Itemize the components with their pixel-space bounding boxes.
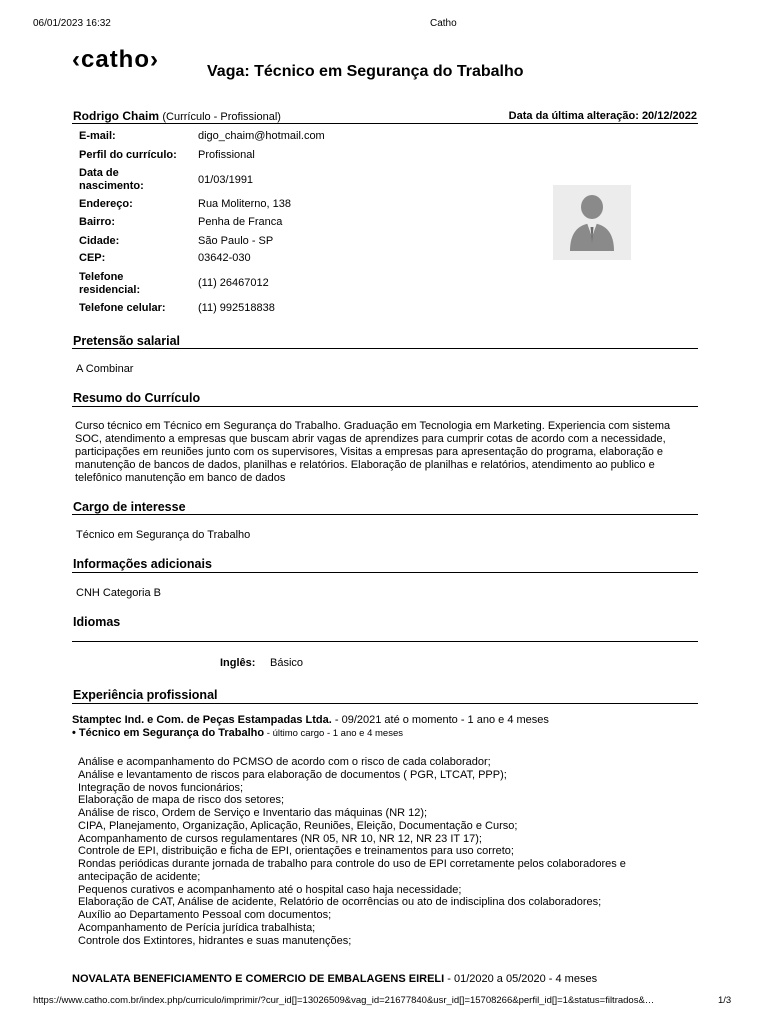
role-title: • Técnico em Segurança do Trabalho: [72, 727, 265, 739]
additional-value: CNH Categoria B: [76, 587, 161, 599]
catho-logo: ‹catho›: [72, 46, 159, 73]
birthdate-value: 01/03/1991: [198, 174, 254, 186]
duty-item: Análise e levantamento de riscos para elaboração de documentos ( PGR, LTCAT, PPP);: [78, 768, 507, 781]
divider: [72, 123, 698, 124]
info-label: Bairro:: [79, 216, 116, 228]
city-value: São Paulo - SP: [198, 235, 274, 247]
section-title-languages: Idiomas: [73, 615, 121, 629]
info-label: E-mail:: [79, 130, 116, 142]
info-label: Perfil do currículo:: [79, 149, 177, 161]
duty-item: CIPA, Planejamento, Organização, Aplicação, Reuniões, Eleição, Documentação e Curso;: [78, 819, 518, 832]
info-label: Endereço:: [79, 198, 133, 210]
section-title-interest: Cargo de interesse: [73, 500, 186, 514]
section-title-summary: Resumo do Currículo: [73, 391, 201, 405]
divider: [72, 406, 698, 407]
duty-item: Análise e acompanhamento do PCMSO de acordo com o risco de cada colaborador;: [78, 756, 491, 768]
candidate-name-line: [73, 109, 281, 123]
experience-role-line: [72, 727, 403, 739]
duty-item: Acompanhamento de cursos regulamentares (NR 05, NR 10, NR 12, NR 23 IT 17);: [78, 832, 482, 845]
divider: [72, 641, 698, 642]
divider: [72, 572, 698, 573]
duty-item: Auxílio ao Departamento Pessoal com documentos;: [78, 909, 332, 921]
print-url: https://www.catho.com.br/index.php/curriculo/imprimir/?cur_id[]=13026509&vag_id=21677840&usr_id[]=15708266&perfil_id[]=1&status=filtrados&…: [33, 995, 655, 1006]
experience-company-line: [72, 714, 549, 726]
info-label: Telefone celular:: [79, 302, 166, 314]
last-change-date: Data da última alteração: 20/12/2022: [508, 110, 697, 122]
duty-item: Acompanhamento de Perícia jurídica trabalhista;: [78, 921, 316, 934]
company-name: Stamptec Ind. e Com. de Peças Estampadas Ltda.: [72, 714, 332, 726]
role-note: - último cargo - 1 ano e 4 meses: [264, 728, 403, 739]
profile-value: Profissional: [198, 149, 255, 161]
mobile-phone-value: (11) 992518838: [198, 302, 275, 314]
job-period: - 01/2020 a 05/2020 - 4 meses: [444, 973, 598, 985]
person-silhouette-icon: [553, 185, 631, 260]
section-title-experience: Experiência profissional: [73, 688, 218, 702]
address-value: Rua Moliterno, 138: [198, 198, 291, 210]
divider: [72, 514, 698, 515]
section-title-salary: Pretensão salarial: [73, 334, 181, 348]
duty-item: Análise de risco, Ordem de Serviço e Inventario das máquinas (NR 12);: [78, 807, 428, 819]
home-phone-value: (11) 26467012: [198, 277, 269, 289]
duty-item: Elaboração de mapa de risco dos setores;: [78, 794, 285, 807]
salary-value: A Combinar: [76, 363, 134, 375]
section-title-additional: Informações adicionais: [73, 557, 212, 571]
email-value: digo_chaim@hotmail.com: [198, 130, 325, 142]
duty-item: Controle dos Extintores, hidrantes e suas manutenções;: [78, 934, 352, 947]
info-label: Cidade:: [79, 235, 120, 247]
summary-text: Curso técnico em Técnico em Segurança do Trabalho. Graduação em Tecnologia em Marketing. Experiencia com sistema SOC, atendimento a empresas que buscam abrir vagas de aprendizes para cumprir cotas de acordo com a necessidade, participações em reuniões junto com os supervisores, Visitas a empresas para apresentação do programa, elaboração e manutenção de bancos de dados, planilhas e relatórios. Elaboração de planilhas e relatórios, atendimento ao publico e telefônico manutenção em banco de dados: [75, 420, 671, 484]
job-period: - 09/2021 até o momento - 1 ano e 4 meses: [331, 714, 549, 726]
duty-item: antecipação de acidente;: [78, 870, 201, 883]
info-label: Telefone residencial:: [79, 271, 141, 296]
language-level: Básico: [270, 657, 304, 669]
neighborhood-value: Penha de Franca: [198, 216, 283, 228]
print-page-title: Catho: [430, 18, 457, 29]
duty-item: Controle de EPI, distribuição e ficha de EPI, orientações e treinamentos para uso correto;: [78, 845, 514, 858]
divider: [72, 348, 698, 349]
duty-item: Integração de novos funcionários;: [78, 781, 244, 794]
zip-value: 03642-030: [198, 252, 251, 264]
duty-item: Rondas periódicas durante jornada de trabalho para controle do uso de EPI corretamente pelos colaboradores e: [78, 858, 626, 870]
print-date: 06/01/2023 16:32: [33, 18, 111, 29]
company-name: NOVALATA BENEFICIAMENTO E COMERCIO DE EMBALAGENS EIRELI: [72, 973, 445, 985]
language-name: Inglês:: [220, 657, 256, 669]
duty-item: Elaboração de CAT, Análise de acidente, Relatório de ocorrências ou ato de indisciplina dos colaboradores;: [78, 896, 602, 909]
info-label: CEP:: [79, 252, 106, 264]
candidate-profile-note: (Currículo - Profissional): [162, 111, 281, 123]
interest-value: Técnico em Segurança do Trabalho: [76, 529, 251, 541]
candidate-name: Rodrigo Chaim: [73, 109, 159, 123]
duties-list: [78, 756, 698, 947]
print-page-number: 1/3: [718, 995, 732, 1006]
job-title: Vaga: Técnico em Segurança do Trabalho: [207, 63, 524, 80]
info-label: Data de nascimento:: [79, 167, 144, 192]
experience-company-line: [72, 973, 597, 985]
divider: [72, 703, 698, 704]
duty-item: Pequenos curativos e acompanhamento até o hospital caso haja necessidade;: [78, 883, 462, 896]
